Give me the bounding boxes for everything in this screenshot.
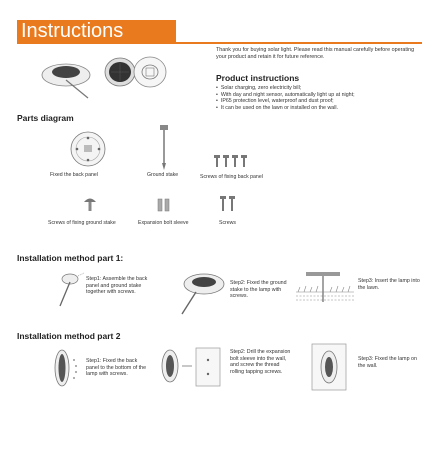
part-label: Fixed the back panel — [50, 172, 98, 178]
step3-lawn-illustration — [296, 272, 354, 306]
product-bullets — [216, 85, 426, 111]
expansion-bolt-sleeve-icon — [157, 199, 171, 213]
page-title: Instructions — [17, 20, 176, 42]
parts-diagram-heading: Parts diagram — [17, 113, 74, 123]
intro-text: Thank you for buying solar light. Please read this manual carefully before operating your product and retain it for future reference. — [216, 47, 415, 60]
screws-icon — [220, 196, 236, 214]
part-label: Screws of fixing back panel — [200, 174, 263, 180]
part-label: Screws — [219, 220, 237, 226]
product-instructions-heading: Product instructions — [216, 73, 300, 83]
step1-back-panel-illustration — [52, 348, 82, 388]
ground-stake-screws-icon — [83, 196, 97, 212]
product-bullet: • IP65 protection level, waterproof and dust proof; — [216, 98, 426, 105]
part-label: Ground stake — [147, 172, 179, 178]
step2-lamp-stake-illustration — [176, 270, 226, 316]
solar-lights-illustration — [38, 50, 188, 105]
step2-wall-drill-illustration — [160, 346, 222, 388]
step3-wall-lamp-illustration — [312, 344, 346, 390]
part-label: Screws of fixing ground stake — [48, 220, 116, 226]
install-step-text: Step2: Fixed the ground stake to the lamp with screws. — [230, 280, 287, 299]
installation-part1-heading: Installation method part 1: — [17, 253, 124, 263]
product-bullet: • It can be used on the lawn or installed on the wall. — [216, 105, 426, 112]
install-step-text: Step3: Insert the lamp into the lawn. — [358, 278, 420, 291]
install-step-text: Step2: Drill the expansion bolt sleeve into the wall, and screw the thread rolling tapping screws. — [230, 349, 291, 375]
step1-assemble-illustration — [52, 272, 90, 308]
back-panel-icon — [68, 130, 108, 170]
ground-stake-icon — [157, 125, 171, 170]
install-step-text: Step1: Assemble the back panel and ground stake together with screws. — [86, 276, 148, 295]
install-step-text: Step1: Fixed the back panel to the bottom of the lamp with screws. — [86, 358, 147, 377]
title-underline — [17, 42, 422, 44]
product-bullet: • Solar charging, zero electricity bill; — [216, 85, 426, 92]
part-label: Expansion bolt sleeve — [138, 220, 189, 226]
back-panel-screws-icon — [214, 155, 250, 169]
product-bullet: • With day and night sensor, automatically light up at night; — [216, 92, 426, 99]
install-step-text: Step3: Fixed the lamp on the wall. — [358, 356, 417, 369]
installation-part2-heading: Installation method part 2 — [17, 331, 121, 341]
